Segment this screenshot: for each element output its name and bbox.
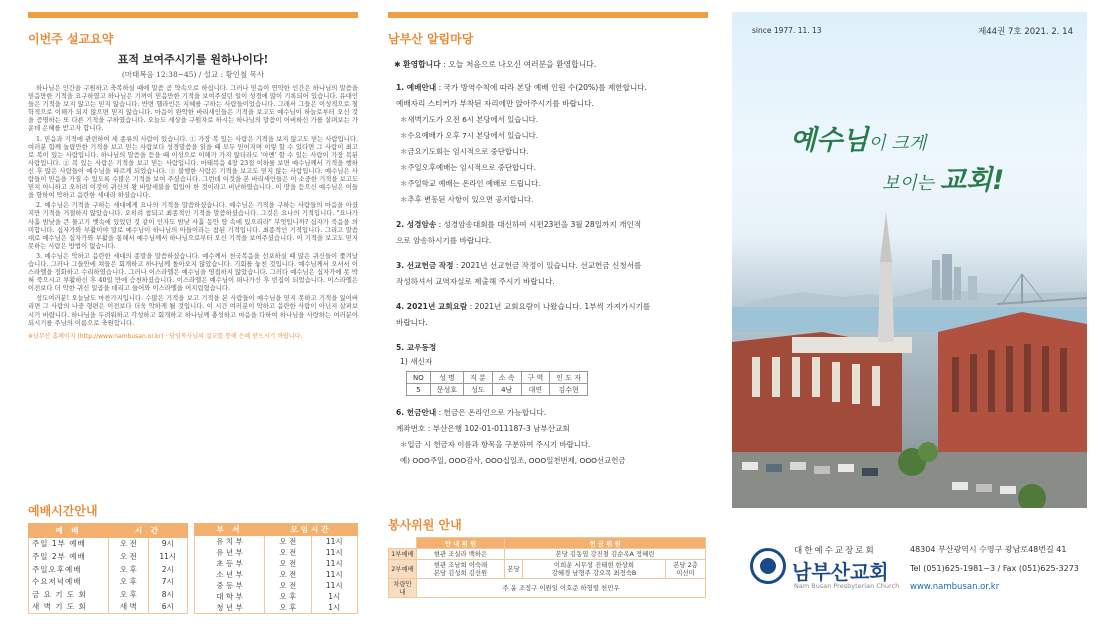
servers-header <box>389 538 706 549</box>
department-period: 오 전 <box>265 580 312 591</box>
church-cover-photo <box>732 12 1087 508</box>
department-period: 오 전 <box>265 536 312 548</box>
cell-district: 대연 <box>521 384 550 396</box>
department-period: 오 전 <box>265 569 312 580</box>
worship-table-header <box>29 524 188 538</box>
news-section <box>388 30 708 478</box>
worship-name: 주일오후예배 <box>29 563 109 576</box>
department-name: 유 치 부 <box>195 536 265 548</box>
worship-section-title: 예배시간안내 <box>28 504 98 518</box>
department-name: 초 등 부 <box>195 558 265 569</box>
cell-guide: 김수현 <box>550 384 588 396</box>
welcome-line <box>394 59 708 70</box>
sermon-paragraph: 2. 예수님은 기적을 구하는 세대에게 요나의 기적을 말씀하셨습니다. 예수님은 기적을 구하는 사람들의 마음을 아셨지만 기적을 거절하지 않았습니다. 오히려 참되고 최종적인 기적을 말씀하셨습니다. 그것은 요나의 기적입니다. "요나가 사흘 밤낮을 큰 물고기 뱃속에 있었던 것 같이 인자도 밤낮 사흘 동안 땅 속에 있으리라" 무엇입니까? 십자가 죽음을 의미합니다. 십자가와 부활이야 말로 예수님이 하나님의 아들이라는 참된 기적입니다. 최종적인 기적입니다. 그리고 말씀대로 예수님은 십자가와 부활을 통해서 예수님께서 하나님으로부터 오신 기적을 보여주셨습니다. 이 기적을 보고도 믿지 못하는 사람은 방법이 없습니다. <box>28 202 358 250</box>
welcome-text: : 오늘 처음으로 나오신 여러분을 환영합니다. <box>440 60 597 69</box>
offering-note: ＊입금 시 헌금자 이름과 항목을 구분하여 주시기 바랍니다. <box>400 440 591 449</box>
department-name: 중 등 부 <box>195 580 265 591</box>
notice-text: : 국가 방역수칙에 따라 본당 예배 인원 수(20%)를 제한합니다. <box>436 83 648 92</box>
orange-top-rule-left <box>28 12 358 18</box>
department-hour: 11시 <box>311 547 357 558</box>
notice-sub: ＊추후 변동된 사항이 있으면 공지합니다. <box>400 195 534 204</box>
table-row <box>29 563 188 576</box>
notice-item <box>396 258 708 290</box>
new-member-header <box>407 372 588 384</box>
cell-name: 문성호 <box>430 384 463 396</box>
department-period: 오 후 <box>265 591 312 602</box>
sermon-paragraph: 1. 믿음과 기적에 관련하여 세 종류의 사람이 있습니다. ① 가장 복 있는 사람은 기적을 보지 않고도 믿는 사람입니다. 여러분 함께 놀랍만한 기적을 보고 믿는 사람보다 성경말씀을 읽을 때 모두 믿어지며 이렇 할 수 있다면 그 사람이 최고로 복이 있는 사람입니다. 하나님의 말씀을 듣을 때 이성으로 이해가 가지 않더라도 '아멘' 할 수 있는 사람이 가장 복된 사람입니다. ② 복 있는 사람은 기적을 보고 믿는 사람입니다. 마태복음 4장 23절 이하를 보면 예수님께서 기적을 행하신 후 많은 사람들이 예수님을 따르게 되었습니다. ③ 불행한 사람은 기적을 보고도 믿지 않는 사람입니다. 예수님은 사람들이 믿음을 가질 수 있도록 수많은 기적을 보여 주셨습니다. 그런데 이것을 본 바리새인들은 이 소중한 기적을 보고도 믿지 아니하고 오히려 이것이 귀신의 왕 바알세불을 힘입어 한 것이라고 비난하였습니다. 이 땅을 듣으신 예수님은 이들을 향하여 악하고 음란한 세대라 하셨습니다. <box>28 135 358 200</box>
church-name-english: Nam Busan Presbyterian Church <box>794 582 900 590</box>
since-date: since 1977. 11. 13 <box>752 26 822 35</box>
notice-item <box>396 80 708 208</box>
notice-title: 4. 2021년 교회요람 <box>396 302 468 311</box>
sermon-section-title: 이번주 설교요약 <box>28 32 114 46</box>
sermon-section <box>28 30 358 340</box>
orange-top-rule-mid <box>388 12 708 18</box>
worship-period: 오 후 <box>109 563 149 576</box>
church-illustration <box>732 12 1087 508</box>
notice-sub: ＊금요기도회는 임시적으로 중단합니다. <box>400 147 529 156</box>
table-row <box>29 588 188 601</box>
worship-hour: 6시 <box>148 600 187 613</box>
worship-period: 오 전 <box>109 550 149 563</box>
notice-text: : 2021년 교회요람이 나왔습니다. 1부씩 가져가시기를 <box>467 302 651 311</box>
servers-section-title: 봉사위원 안내 <box>388 518 462 532</box>
welcome-bold: 환영합니다 <box>403 60 441 69</box>
headline-word-small: 이 크게 <box>868 133 927 154</box>
worship-tables <box>28 523 358 614</box>
col-group: 소 속 <box>492 372 521 384</box>
table-row <box>195 547 358 558</box>
offering-item <box>396 405 708 469</box>
member-news-item <box>396 340 708 396</box>
sermon-paragraph: 3. 예수님은 악하고 음란한 세대의 종말을 말씀하셨습니다. 예수께서 천국복음을 선포하실 때 많은 귀신들이 쫓겨났습니다. 그러나 그들안에 쳐들은 회개하고 하나님께 돌아오지 않았습니다. 기회를 놓친 것입니다. 예수님께서 오셔서 이스라엘을 정화하고 수리하였습니다. 그러나 이스라엘은 예수님을 영접하지 않았습니다. 그러다 예수님은 십자가에 못 박혀 죽으시고 부활하신 후 40일 만에 승천하셨습니다. 이스라엘은 예수님이 떠나가신 후 빈집이 되었습니다. 이스라엘은 이전보다 더 악한 귀신 일곱을 데리고 들어와 이스라엘을 어지럽혔습니다. <box>28 252 358 293</box>
cell-no: 5 <box>407 384 431 396</box>
church-name: 남부산교회 <box>792 560 889 584</box>
notice-title: 2. 성경암송 <box>396 220 437 229</box>
headline-line-2 <box>882 158 1004 197</box>
sermon-meta: (마태복음 12:38~45) / 설교 : 황인철 목사 <box>121 70 265 79</box>
guide-names: 현관 조실라 백하은 <box>417 549 505 560</box>
header-worship: 예 배 <box>29 524 109 538</box>
header-guide: 안 내 위 원 <box>417 538 505 549</box>
department-hour: 1시 <box>311 602 357 614</box>
department-hour: 11시 <box>311 536 357 548</box>
worship-hour: 11시 <box>148 550 187 563</box>
notice-text-2: 바랍니다. <box>396 318 428 327</box>
department-name: 대 학 부 <box>195 591 265 602</box>
table-row <box>29 575 188 588</box>
worship-schedule-section <box>28 502 358 614</box>
member-news-sub: 1) 새신자 <box>400 357 433 366</box>
col-district: 구 역 <box>521 372 550 384</box>
notice-text: : 성경암송대회를 대신하여 시편23편을 3월 28일까지 개인적 <box>436 220 642 229</box>
department-period: 오 전 <box>265 547 312 558</box>
notice-text: : 2021년 선교헌금 작정이 있습니다. 선교헌금 신청서를 <box>453 261 642 270</box>
notice-title: 1. 예배안내 <box>396 83 437 92</box>
offering-text: : 헌금은 온라인으로 가능합니다. <box>436 408 547 417</box>
new-member-table <box>406 371 588 396</box>
offering-names-line: 강혜경 남형주 강오목 최정숙B <box>551 569 637 577</box>
notice-item <box>396 217 708 249</box>
table-row <box>195 558 358 569</box>
col-name: 성 명 <box>430 372 463 384</box>
guide-names-line: 현관 조남희 이숙래 <box>433 561 488 569</box>
offering-2f <box>666 560 706 579</box>
issue-number: 제44권 7호 2021. 2. 14 <box>978 27 1073 37</box>
offering-title: 6. 헌금안내 <box>396 408 437 417</box>
headline-word: 교회! <box>939 165 1005 196</box>
table-row <box>407 384 588 396</box>
worship-period: 오 후 <box>109 588 149 601</box>
headline-word-small: 보이는 <box>882 173 940 194</box>
notice-item <box>396 299 708 331</box>
table-row <box>195 580 358 591</box>
col-position: 직 분 <box>464 372 493 384</box>
church-logo-icon <box>750 548 786 584</box>
department-hour: 1시 <box>311 591 357 602</box>
homepage-note: ※남부산 홈페이지 (http://www.nambusan.or.kr) · 담임목사님의 설교를 통해 은혜 받으시기 바랍니다. <box>28 332 303 340</box>
member-news-title: 5. 교우동정 <box>396 343 437 352</box>
denomination: 대한예수교장로회 <box>794 546 876 556</box>
service-label: 2부예배 <box>389 560 417 579</box>
department-hour: 11시 <box>311 569 357 580</box>
notice-text-2: 예배자리 스티커가 부착된 자리에만 앉아주시기를 바랍니다. <box>396 99 594 108</box>
department-hour: 11시 <box>311 558 357 569</box>
offering-place: 본당 <box>505 560 523 579</box>
worship-table <box>28 523 188 614</box>
guide-names <box>417 560 505 579</box>
department-hour: 11시 <box>311 580 357 591</box>
table-row <box>195 602 358 614</box>
department-name: 소 년 부 <box>195 569 265 580</box>
worship-name: 주일 2부 예배 <box>29 550 109 563</box>
worship-name: 금 요 기 도 회 <box>29 588 109 601</box>
header-meeting-time: 모임시간 <box>265 524 358 536</box>
notice-sub: ＊주일학교 예배는 온라인 예배로 드립니다. <box>400 179 541 188</box>
header-time: 시 간 <box>109 524 188 538</box>
table-row <box>389 579 706 598</box>
offering-example: 예) OOO주일, OOO감사, OOO십일조, OOO일천번제, OOO선교헌금 <box>400 456 626 465</box>
sermon-title: 표적 보여주시기를 원하나이다! <box>117 53 269 66</box>
cover-page <box>732 12 1087 616</box>
worship-hour: 9시 <box>148 537 187 550</box>
department-period: 오 전 <box>265 558 312 569</box>
guide-names-line: 본당 김성희 김선원 <box>433 569 488 577</box>
notice-text-2: 작성하셔서 교역자실로 제출해 주시기 바랍니다. <box>396 277 555 286</box>
table-row <box>389 560 706 579</box>
notice-sub: ＊주일오후예배는 임시적으로 중단합니다. <box>400 163 536 172</box>
worship-period: 오 전 <box>109 537 149 550</box>
headline-word: 예수님 <box>790 125 869 156</box>
department-name: 청 년 부 <box>195 602 265 614</box>
table-row <box>29 600 188 613</box>
notice-text-2: 으로 암송하시기를 바랍니다. <box>396 236 492 245</box>
parking-names: 주 윤 조정구 이원일 이호준 하형렬 천민우 <box>417 579 706 598</box>
cover-footer <box>732 518 1087 616</box>
col-no: NO <box>407 372 431 384</box>
department-table <box>194 523 358 614</box>
worship-name: 주일 1부 예배 <box>29 537 109 550</box>
worship-hour: 8시 <box>148 588 187 601</box>
headline-line-1 <box>790 118 926 157</box>
worship-hour: 7시 <box>148 575 187 588</box>
offering-names: 본당 김동엽 강진철 김순옥A 정혜린 <box>505 549 706 560</box>
table-row <box>29 537 188 550</box>
department-name: 유 년 부 <box>195 547 265 558</box>
notice-sub: ＊수요예배가 오후 7시 본당에서 있습니다. <box>400 131 539 140</box>
col-guide: 인 도 자 <box>550 372 588 384</box>
notice-sub: ＊새벽기도가 오전 6시 본당에서 있습니다. <box>400 115 539 124</box>
table-row <box>29 550 188 563</box>
worship-period: 새 벽 <box>109 600 149 613</box>
department-period: 오 후 <box>265 602 312 614</box>
sermon-paragraph: 성도여러분! 오늘날도 마찬가지입니다. 수많은 기적을 보고 기적을 본 사람들이 예수님을 믿지 못하고 기적을 잃어버리면 그 사람의 나중 형편은 이전보다 더욱 악하게 될 것입니다. 이 시간 여러분이 악하고 음란한 사람이 아닌지 살펴보시기 바랍니다. 하나님을 두려워하고 각성하고 회개하고 하나님께 충성하고 마음을 다하여 하나님을 사랑하는 여러분이 되시기를 주님의 이름으로 축원합니다. <box>28 295 358 327</box>
news-section-title: 남부산 알림마당 <box>388 32 474 46</box>
header-offering: 헌 금 위 원 <box>505 538 706 549</box>
table-row <box>195 536 358 548</box>
service-label: 1부예배 <box>389 549 417 560</box>
sermon-paragraph: 하나님은 인간을 구원하고 축복하실 때에 말씀 곧 약속으로 하십니다. 그러나 믿음이 연약한 인간은 하나님의 말씀을 믿음만한 기적을 요구하였고 하나님은 기꺼이 믿음만한 기적을 보여주셨던 일이 성경에 많이 기록되어 있습니다. 유대인들은 기적을 보지 않고는 믿지 않습니다. 반면 헬라인은 지혜를 구하는 사람들이었습니다. 그래서 그들은 이성적으로 철학적으로 이해가 되지 않으면 믿지 않습니다. 마음이 완악한 바리새인들은 기적을 보고도 예수님이 하늘로부터 오신 것을 증명하는 또 다른 기적을 구하였습니다. 오늘도 세상을 구원자로 하시는 하나님의 말씀이 어버하신 가를 살펴보는 가운데 은혜를 받고자 합니다. <box>28 85 358 133</box>
offering-account: 계좌번호 : 부산은행 102-01-011187-3 남부산교회 <box>396 424 570 433</box>
servers-table <box>388 537 706 598</box>
offering-2f-name: 이선미 <box>676 569 695 577</box>
worship-name: 새 벽 기 도 회 <box>29 600 109 613</box>
offering-names-line: 이희운 서무성 진태현 한상희 <box>553 561 635 569</box>
worship-hour: 2시 <box>148 563 187 576</box>
cell-position: 성도 <box>464 384 493 396</box>
blank-header <box>389 538 417 549</box>
star-icon: ✱ <box>394 60 401 69</box>
table-row <box>195 569 358 580</box>
church-address: 48304 부산광역시 수영구 광남로48번길 41 <box>910 545 1067 554</box>
cell-group: 4남 <box>492 384 521 396</box>
church-phone: Tel (051)625-1981~3 / Fax (051)625-3273 <box>910 564 1079 573</box>
church-website-link[interactable]: www.nambusan.or.kr <box>910 582 1000 592</box>
servers-section <box>388 516 708 598</box>
notice-title: 3. 선교헌금 작정 <box>396 261 454 270</box>
department-table-header <box>195 524 358 536</box>
header-department: 부 서 <box>195 524 265 536</box>
table-row <box>389 549 706 560</box>
worship-period: 오 후 <box>109 575 149 588</box>
worship-name: 수요저녁예배 <box>29 575 109 588</box>
offering-names <box>523 560 666 579</box>
offering-2f-label: 본당 2층 <box>673 561 698 569</box>
table-row <box>195 591 358 602</box>
service-label: 차량안내 <box>389 579 417 598</box>
